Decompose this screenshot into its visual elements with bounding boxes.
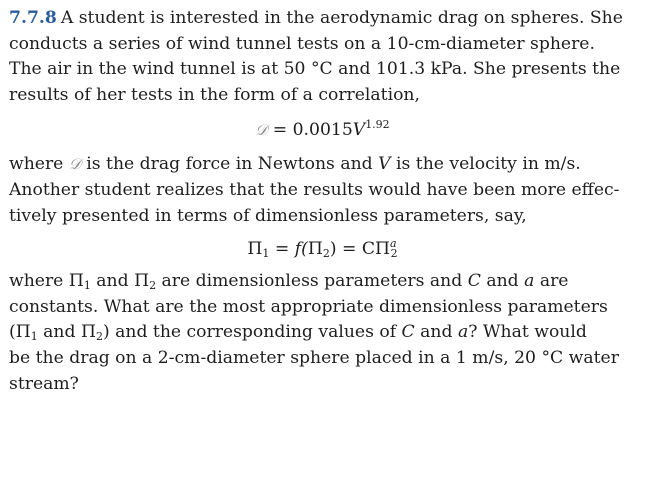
closing-text-b: and	[90, 271, 135, 292]
drag-symbol: 𝒟	[255, 121, 268, 140]
pi-inline-sub-2: 2	[149, 279, 157, 293]
intro-line-4: results of her tests in the form of a correlation,	[9, 84, 420, 105]
pi-inline-1: Π	[68, 271, 84, 292]
problem-number: 7.7.8	[9, 8, 57, 28]
closing-text-c: are dimensionless parameters and	[156, 271, 468, 292]
drag-correlation-equation	[9, 119, 636, 141]
closing-line-1	[9, 269, 636, 295]
closing-line-2: constants. What are the most appropriate dimensionless parameters	[9, 296, 608, 317]
closing-line-3	[9, 320, 636, 346]
middle-text-c: is the velocity in m/s.	[390, 154, 581, 175]
intro-line-2: conducts a series of wind tunnel tests on a 10-cm-diameter sphere.	[9, 33, 595, 54]
problem-middle	[9, 152, 636, 229]
pi-inline-2: Π	[134, 271, 150, 292]
pi-symbol-3: Π	[375, 239, 391, 260]
pi-exp-a: a	[390, 237, 397, 251]
closing3-d: and	[414, 322, 458, 343]
closing-line-4: be the drag on a 2-cm-diameter sphere placed in a 1 m/s, 20 °C water	[9, 347, 619, 368]
middle-text-a: where	[9, 154, 69, 175]
closing3-b: and	[37, 322, 81, 343]
constant-a: a	[524, 271, 535, 292]
middle-line-3: tively presented in terms of dimensionless parameters, say,	[9, 205, 527, 226]
pi-sub-1: 1	[262, 247, 270, 261]
velocity-var: V	[378, 154, 391, 175]
closing3-c: ) and the corresponding values of	[102, 322, 402, 343]
intro-line-3: The air in the wind tunnel is at 50 °C and 101.3 kPa. She presents the	[9, 59, 621, 80]
dimensionless-equation	[9, 238, 636, 260]
equation1-var: V	[352, 120, 366, 141]
problem-intro	[9, 6, 636, 108]
constant-C: C	[467, 271, 481, 292]
drag-symbol-inline: 𝒟	[68, 155, 81, 174]
middle-line-2: Another student realizes that the results would have been more effec-	[9, 179, 620, 200]
problem-closing	[9, 269, 636, 397]
middle-line-1	[9, 152, 636, 178]
closing-text-e: are	[534, 271, 569, 292]
closing3-a: (	[9, 322, 16, 343]
closing-text-d: and	[480, 271, 525, 292]
closing-line-5: stream?	[9, 373, 79, 394]
constant-a-2: a	[457, 322, 469, 343]
pi-symbol-2: Π	[307, 239, 323, 260]
pi-inline-sub-3: 1	[30, 330, 38, 344]
equation1-rhs: = 0.0015	[272, 120, 353, 141]
pi-sub-3: 2	[390, 247, 398, 261]
pi-inline-sub-1: 1	[83, 279, 91, 293]
pi-inline-4: Π	[80, 322, 96, 343]
equation1-exponent: 1.92	[365, 118, 390, 132]
intro-text-1: A student is interested in the aerodynamic drag on spheres. She	[60, 8, 623, 28]
closing3-e: ? What would	[468, 322, 587, 343]
constant-C-2: C	[401, 322, 415, 343]
closing-text-a: where	[9, 271, 69, 292]
eq2-f: = f(	[269, 239, 308, 260]
pi-inline-3: Π	[15, 322, 31, 343]
eq2-c: ) = C	[329, 239, 376, 260]
pi-symbol-1: Π	[247, 239, 263, 260]
pi-sub-2: 2	[322, 247, 330, 261]
intro-line-1	[9, 6, 636, 32]
middle-text-b: is the drag force in Newtons and	[80, 154, 379, 175]
pi-inline-sub-4: 2	[95, 330, 103, 344]
